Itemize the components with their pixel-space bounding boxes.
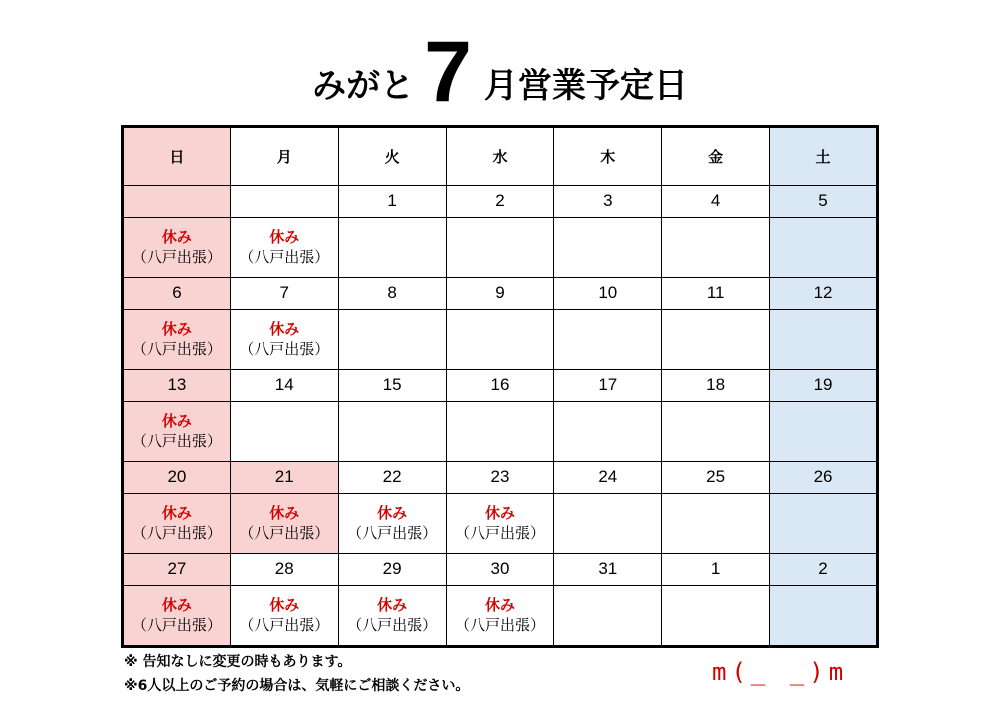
date-row <box>123 185 878 217</box>
weekday-header: 火 <box>338 127 446 186</box>
closed-label: 休み <box>269 596 300 615</box>
closed-label: 休み <box>161 228 192 247</box>
open-day-cell <box>662 493 770 553</box>
date-cell: 23 <box>446 461 554 493</box>
title-prefix: みがと <box>312 66 415 106</box>
open-day-cell <box>554 493 662 553</box>
closed-day-cell <box>446 585 554 646</box>
hachinohe-trip-label: （八戸出張） <box>239 616 330 635</box>
hachinohe-trip-label: （八戸出張） <box>131 432 222 451</box>
hachinohe-trip-label: （八戸出張） <box>131 616 222 635</box>
open-day-cell <box>338 309 446 369</box>
bowing-emoticon: m(_ _)m <box>712 658 849 686</box>
footnote-group-reservation: ※6人以上のご予約の場合は、気軽にご相談ください。 <box>124 678 470 694</box>
open-day-cell <box>554 401 662 461</box>
date-cell <box>123 185 231 217</box>
closed-day-cell <box>230 493 338 553</box>
date-cell: 16 <box>446 369 554 401</box>
date-row <box>123 369 878 401</box>
open-day-cell <box>662 585 770 646</box>
date-cell: 22 <box>338 461 446 493</box>
weekday-header: 日 <box>123 127 231 186</box>
schedule-row <box>123 585 878 646</box>
date-cell: 6 <box>123 277 231 309</box>
closed-label: 休み <box>377 596 408 615</box>
calendar-table <box>121 125 879 648</box>
date-cell: 17 <box>554 369 662 401</box>
open-day-cell <box>770 493 878 553</box>
date-cell: 1 <box>662 553 770 585</box>
date-cell: 7 <box>230 277 338 309</box>
date-cell: 27 <box>123 553 231 585</box>
title-month: 7 <box>424 24 472 120</box>
open-day-cell <box>770 401 878 461</box>
closed-day-cell <box>123 217 231 277</box>
title-suffix: 月営業予定日 <box>483 66 688 106</box>
hachinohe-trip-label: （八戸出張） <box>347 524 438 543</box>
open-day-cell <box>446 401 554 461</box>
hachinohe-trip-label: （八戸出張） <box>454 616 545 635</box>
date-cell: 24 <box>554 461 662 493</box>
open-day-cell <box>554 309 662 369</box>
date-cell <box>230 185 338 217</box>
date-cell: 3 <box>554 185 662 217</box>
closed-label: 休み <box>484 596 515 615</box>
open-day-cell <box>554 585 662 646</box>
weekday-header: 水 <box>446 127 554 186</box>
closed-day-cell <box>338 585 446 646</box>
closed-day-cell <box>230 309 338 369</box>
closed-day-cell <box>123 309 231 369</box>
date-row <box>123 277 878 309</box>
closed-day-cell <box>338 493 446 553</box>
open-day-cell <box>662 309 770 369</box>
date-row <box>123 553 878 585</box>
schedule-row <box>123 401 878 461</box>
hachinohe-trip-label: （八戸出張） <box>347 616 438 635</box>
date-cell: 5 <box>770 185 878 217</box>
date-cell: 9 <box>446 277 554 309</box>
date-cell: 26 <box>770 461 878 493</box>
open-day-cell <box>338 401 446 461</box>
weekday-header: 木 <box>554 127 662 186</box>
date-cell: 2 <box>446 185 554 217</box>
hachinohe-trip-label: （八戸出張） <box>454 524 545 543</box>
weekday-header: 月 <box>230 127 338 186</box>
date-cell: 11 <box>662 277 770 309</box>
closed-day-cell <box>230 217 338 277</box>
closed-day-cell <box>123 493 231 553</box>
date-cell: 31 <box>554 553 662 585</box>
date-cell: 14 <box>230 369 338 401</box>
date-cell: 4 <box>662 185 770 217</box>
date-cell: 15 <box>338 369 446 401</box>
open-day-cell <box>446 309 554 369</box>
closed-label: 休み <box>161 320 192 339</box>
weekday-header: 金 <box>662 127 770 186</box>
date-cell: 2 <box>770 553 878 585</box>
closed-label: 休み <box>269 228 300 247</box>
open-day-cell <box>554 217 662 277</box>
date-cell: 10 <box>554 277 662 309</box>
open-day-cell <box>662 401 770 461</box>
closed-label: 休み <box>377 504 408 523</box>
schedule-row <box>123 309 878 369</box>
closed-label: 休み <box>269 504 300 523</box>
closed-day-cell <box>123 401 231 461</box>
date-cell: 12 <box>770 277 878 309</box>
date-cell: 29 <box>338 553 446 585</box>
date-cell: 25 <box>662 461 770 493</box>
weekday-header-row <box>123 127 878 186</box>
open-day-cell <box>770 585 878 646</box>
open-day-cell <box>770 217 878 277</box>
closed-label: 休み <box>161 412 192 431</box>
closed-label: 休み <box>161 596 192 615</box>
open-day-cell <box>230 401 338 461</box>
hachinohe-trip-label: （八戸出張） <box>131 340 222 359</box>
date-cell: 19 <box>770 369 878 401</box>
schedule-row <box>123 493 878 553</box>
hachinohe-trip-label: （八戸出張） <box>239 340 330 359</box>
date-cell: 8 <box>338 277 446 309</box>
closed-label: 休み <box>161 504 192 523</box>
hachinohe-trip-label: （八戸出張） <box>131 248 222 267</box>
weekday-header: 土 <box>770 127 878 186</box>
closed-day-cell <box>446 493 554 553</box>
open-day-cell <box>770 309 878 369</box>
hachinohe-trip-label: （八戸出張） <box>239 524 330 543</box>
closed-label: 休み <box>269 320 300 339</box>
date-cell: 18 <box>662 369 770 401</box>
date-cell: 28 <box>230 553 338 585</box>
date-row <box>123 461 878 493</box>
schedule-row <box>123 217 878 277</box>
date-cell: 13 <box>123 369 231 401</box>
hachinohe-trip-label: （八戸出張） <box>131 524 222 543</box>
date-cell: 20 <box>123 461 231 493</box>
open-day-cell <box>338 217 446 277</box>
date-cell: 1 <box>338 185 446 217</box>
hachinohe-trip-label: （八戸出張） <box>239 248 330 267</box>
footnote-change: ※ 告知なしに変更の時もあります。 <box>124 654 352 670</box>
closed-day-cell <box>123 585 231 646</box>
date-cell: 30 <box>446 553 554 585</box>
closed-label: 休み <box>484 504 515 523</box>
closed-day-cell <box>230 585 338 646</box>
open-day-cell <box>662 217 770 277</box>
page-title <box>0 20 1000 120</box>
open-day-cell <box>446 217 554 277</box>
date-cell: 21 <box>230 461 338 493</box>
